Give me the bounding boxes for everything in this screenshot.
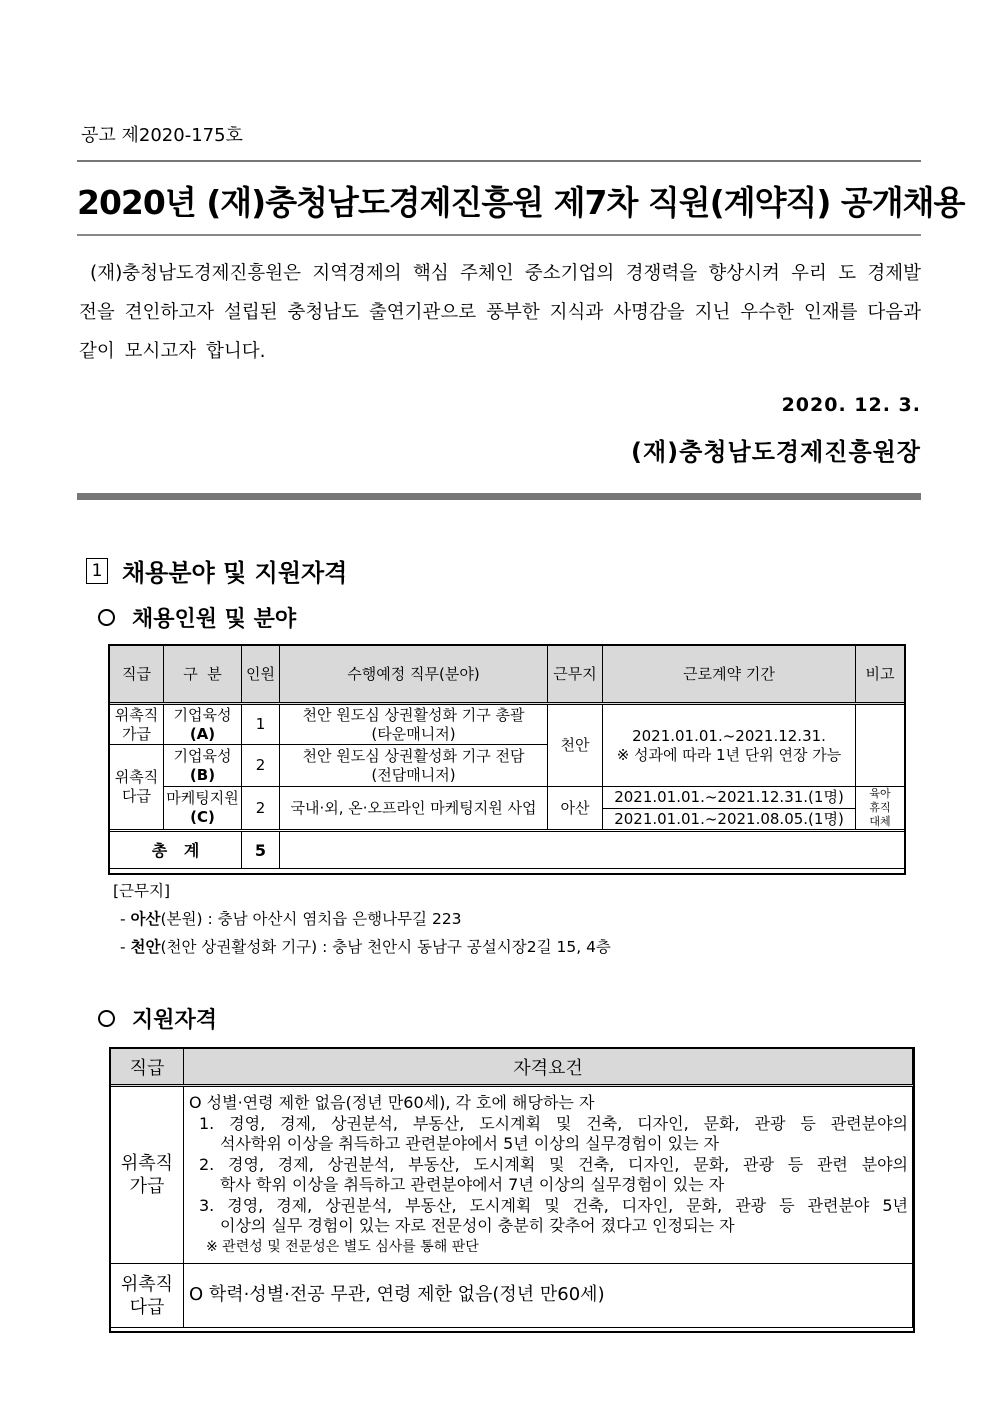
workplace-detail: (천안 상권활성화 기구) : 충남 천안시 동남구 공설시장2길 15, 4층 [160,938,611,956]
period-cell: 2021.01.01.~2021.08.05.(1명) [603,809,856,831]
category-code: (B) [189,765,216,784]
total-row [110,831,905,869]
note-cell [856,704,905,787]
requirement-lead: O 성별·연령 제한 없음(정년 만60세), 각 호에 해당하는 자 [189,1093,595,1112]
category-code: (A) [189,724,216,743]
qualifications-table [110,1048,913,1328]
count-cell: 1 [242,704,280,745]
requirement-item-continued: 학사 학위 이상을 취득하고 관련분야에서 7년 이상의 실무경험이 있는 자 [220,1175,725,1194]
requirement-item-continued: 이상의 실무 경험이 있는 자로 전문성이 충분히 갖추어 졌다고 인정되는 자 [220,1216,735,1235]
organization-signature: (재)충청남도경제진흥원장 [631,438,921,466]
column-header: 직급 [111,1049,184,1086]
total-count: 5 [242,831,280,869]
workplace-name: 아산 [130,910,161,928]
section-heading [86,553,347,588]
table-row [110,787,905,809]
column-header: 구 분 [164,646,242,704]
subsection-heading-qualifications [98,1003,217,1034]
duty-cell: 국내·외, 온·오프라인 마케팅지원 사업 [280,787,548,831]
requirement-lead: O 학력·성별·전공 무관, 연령 제한 없음(정년 만60세) [189,1284,605,1306]
top-rule [77,160,921,162]
grade-cell: 위촉직 가급 [111,1086,184,1264]
workplace-name: 천안 [130,938,161,956]
table-header-row [111,1049,913,1086]
workplace-notes [113,877,611,961]
table-row [111,1264,913,1328]
period-cell: 2021.01.01.~2021.12.31. ※ 성과에 따라 1년 단위 연장 가능 [603,704,856,787]
workplace-detail: (본원) : 충남 아산시 염치읍 은행나무길 223 [160,910,462,928]
table-header-row [110,646,905,704]
circle-bullet-icon [98,1010,115,1027]
table-row [111,1086,913,1264]
subsection-title: 채용인원 및 분야 [132,607,297,632]
title-rule [77,234,921,236]
total-empty-cell [280,831,905,869]
count-cell: 2 [242,745,280,787]
requirements-cell [184,1086,913,1264]
grade-cell: 위촉직 다급 [111,1264,184,1328]
column-header: 인원 [242,646,280,704]
header-divider [77,493,921,500]
column-header: 비고 [856,646,905,704]
announcement-date: 2020. 12. 3. [781,394,921,416]
notice-number: 공고 제2020-175호 [81,125,243,146]
duty-cell: 천안 원도심 상권활성화 기구 전담 (전담매니저) [280,745,548,787]
workplace-item-cheonan: - 천안(천안 상권활성화 기구) : 충남 천안시 동남구 공설시장2길 15, 4층 [120,938,611,956]
category-code: (C) [190,808,215,826]
category-cell [164,787,242,831]
note-cell: 육아 휴직 대체 [856,787,905,831]
category-cell [164,745,242,787]
location-cell: 아산 [548,787,603,831]
duty-cell: 천안 원도심 상권활성화 기구 총괄 (타운매니저) [280,704,548,745]
column-header: 자격요건 [184,1049,913,1086]
intro-paragraph: (재)충청남도경제진흥원은 지역경제의 핵심 주체인 중소기업의 경쟁력을 향상시켜 우리 도 경제발전을 견인하고자 설립된 충청남도 출연기관으로 풍부한 지식과 사명감을 지닌 우수한 인재를 다음과 같이 모시고자 합니다. [79,263,921,362]
category-label: 기업육성 [173,705,232,724]
period-cell: 2021.01.01.~2021.12.31.(1명) [603,787,856,809]
positions-table [109,645,905,869]
column-header: 근로계약 기간 [603,646,856,704]
count-cell: 2 [242,787,280,831]
requirement-item: 2. 경영, 경제, 상권분석, 부동산, 도시계획 및 건축, 디자인, 문화, 관광 등 관련 분야의 [199,1154,908,1174]
grade-cell: 위촉직 가급 [110,704,164,745]
circle-bullet-icon [98,609,115,626]
subsection-heading-positions [98,602,296,633]
workplace-label: [근무지] [113,882,171,900]
requirement-item: 1. 경영, 경제, 상권분석, 부동산, 도시계획 및 건축, 디자인, 문화, 관광 등 관련분야의 [199,1113,908,1133]
subsection-title: 지원자격 [132,1008,218,1033]
page-title: 2020년 (재)충청남도경제진흥원 제7차 직원(계약직) 공개채용 [77,183,965,222]
location-cell: 천안 [548,704,603,787]
category-label: 기업육성 [173,746,232,765]
column-header: 수행예정 직무(분야) [280,646,548,704]
requirement-item-continued: 석사학위 이상을 취득하고 관련분야에서 5년 이상의 실무경험이 있는 자 [220,1134,720,1153]
section-number-box: 1 [86,558,108,584]
column-header: 직급 [110,646,164,704]
column-header: 근무지 [548,646,603,704]
total-label: 총 계 [110,831,242,869]
requirement-item: 3. 경영, 경제, 상권분석, 부동산, 도시계획 및 건축, 디자인, 문화, 관광 등 관련분야 5년 [199,1195,908,1215]
requirements-cell [184,1264,913,1328]
section-title: 채용분야 및 지원자격 [122,559,348,587]
requirement-note: ※ 관련성 및 전문성은 별도 심사를 통해 판단 [206,1238,479,1255]
workplace-item-asan: - 아산(본원) : 충남 아산시 염치읍 은행나무길 223 [120,910,462,928]
category-label: 마케팅지원 [166,789,239,807]
table-row [110,704,905,745]
category-cell [164,704,242,745]
grade-cell: 위촉직 다급 [110,745,164,831]
